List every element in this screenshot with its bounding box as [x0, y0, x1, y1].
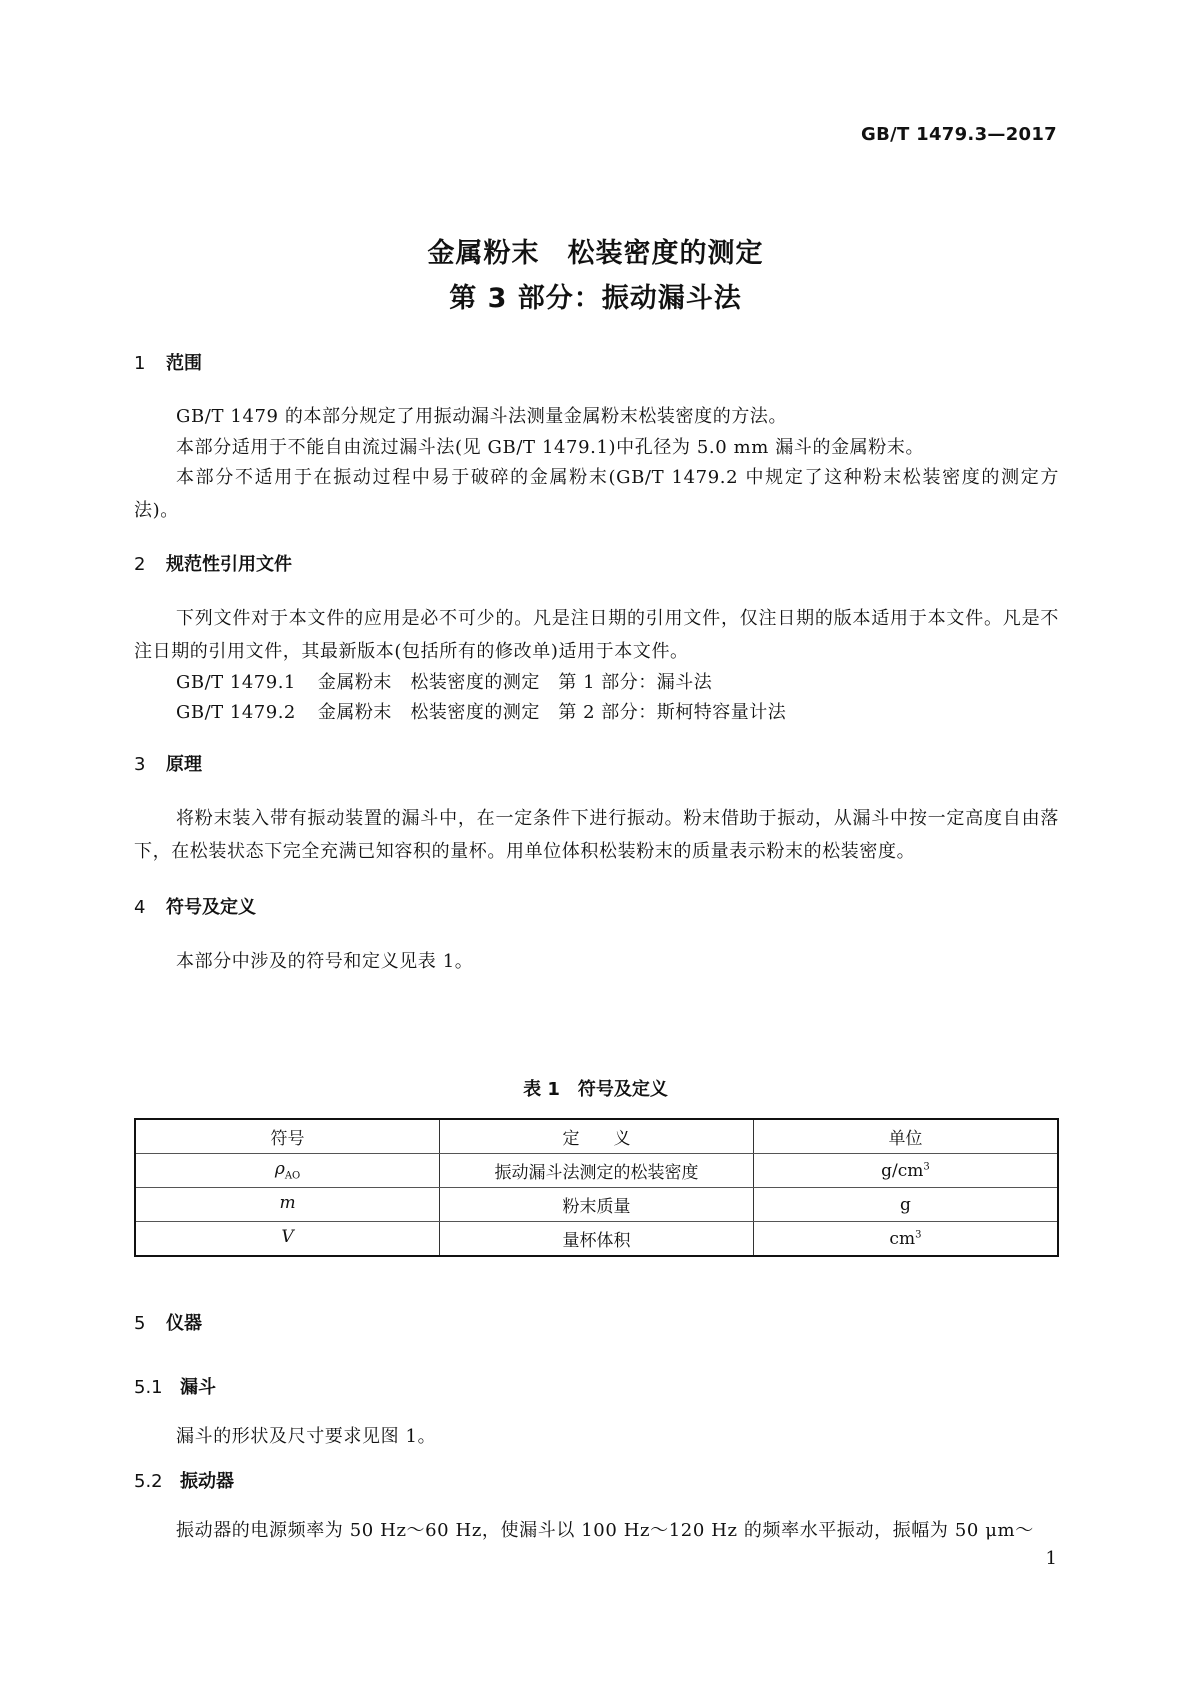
section-1-para-1: GB/T 1479 的本部分规定了用振动漏斗法测量金属粉末松装密度的方法。: [176, 406, 788, 427]
section-4-para-1: 本部分中涉及的符号和定义见表 1。: [176, 951, 474, 972]
unit-cell: $g/cm^3$: [753, 1154, 1058, 1188]
unit-cell: g: [753, 1188, 1058, 1222]
section-5-2-heading: [134, 1467, 234, 1493]
section-number: 5.2: [134, 1471, 163, 1492]
table-header-cell: 定 义: [440, 1119, 754, 1154]
section-5-1-para-1: 漏斗的形状及尺寸要求见图 1。: [176, 1426, 437, 1447]
symbol-cell: $\rho_{AO}$: [135, 1154, 440, 1188]
table-header-row: [135, 1119, 1058, 1154]
table-row: [135, 1188, 1058, 1222]
section-number: 5.1: [134, 1377, 163, 1398]
reference-title: 金属粉末 松装密度的测定 第 2 部分：斯柯特容量计法: [317, 702, 787, 723]
section-title: 漏斗: [180, 1377, 216, 1398]
section-number: 5: [134, 1313, 146, 1334]
section-number: 1: [134, 353, 146, 374]
section-title: 仪器: [166, 1313, 202, 1334]
section-1-para-3: 本部分不适用于在振动过程中易于破碎的金属粉末(GB/T 1479.2 中规定了这种粉末松装密度的测定方法)。: [134, 467, 1059, 521]
section-1-para-2: 本部分适用于不能自由流过漏斗法(见 GB/T 1479.1)中孔径为 5.0 mm 漏斗的金属粉末。: [176, 437, 925, 458]
section-1-heading: [134, 349, 202, 375]
section-number: 3: [134, 754, 146, 775]
section-number: 4: [134, 897, 146, 918]
section-4-heading: [134, 893, 256, 919]
reference-1: [176, 668, 734, 694]
section-2-para-1: 下列文件对于本文件的应用是必不可少的。凡是注日期的引用文件，仅注日期的版本适用于本文件。凡是不注日期的引用文件，其最新版本(包括所有的修改单)适用于本文件。: [134, 608, 1059, 662]
symbol-cell: V: [135, 1222, 440, 1257]
standard-code: GB/T 1479.3—2017: [861, 124, 1057, 145]
table-header-cell: 单位: [753, 1119, 1058, 1154]
section-title: 符号及定义: [166, 897, 256, 918]
symbol-cell: m: [135, 1188, 440, 1222]
page-number: 1: [1045, 1548, 1057, 1569]
section-number: 2: [134, 554, 146, 575]
section-2-heading: [134, 550, 292, 576]
unit-cell: $cm^3$: [753, 1222, 1058, 1257]
section-5-2-para-1: 振动器的电源频率为 50 Hz～60 Hz，使漏斗以 100 Hz～120 Hz 的频率水平振动，振幅为 50 μm～: [176, 1520, 1034, 1541]
section-title: 振动器: [180, 1471, 234, 1492]
reference-code: GB/T 1479.1: [176, 672, 296, 693]
definition-cell: 粉末质量: [440, 1188, 754, 1222]
reference-2: [176, 698, 808, 724]
table-header-cell: 符号: [135, 1119, 440, 1154]
section-5-heading: [134, 1309, 202, 1335]
section-title: 规范性引用文件: [166, 554, 292, 575]
table-caption: 表 1 符号及定义: [523, 1079, 668, 1100]
table-row: [135, 1154, 1058, 1188]
reference-title: 金属粉末 松装密度的测定 第 1 部分：漏斗法: [317, 672, 713, 693]
section-3-para-1: 将粉末装入带有振动装置的漏斗中，在一定条件下进行振动。粉末借助于振动，从漏斗中按一定高度自由落下，在松装状态下完全充满已知容积的量杯。用单位体积松装粉末的质量表示粉末的松装密度。: [134, 808, 1059, 862]
section-5-1-heading: [134, 1373, 216, 1399]
section-title: 原理: [166, 754, 202, 775]
title-line-2: 第 3 部分：振动漏斗法: [449, 283, 742, 314]
definition-cell: 振动漏斗法测定的松装密度: [440, 1154, 754, 1188]
symbols-table: [134, 1118, 1059, 1257]
title-line-1: 金属粉末 松装密度的测定: [427, 238, 764, 269]
reference-code: GB/T 1479.2: [176, 702, 296, 723]
section-title: 范围: [166, 353, 202, 374]
table-row: [135, 1222, 1058, 1257]
section-3-heading: [134, 750, 202, 776]
definition-cell: 量杯体积: [440, 1222, 754, 1257]
